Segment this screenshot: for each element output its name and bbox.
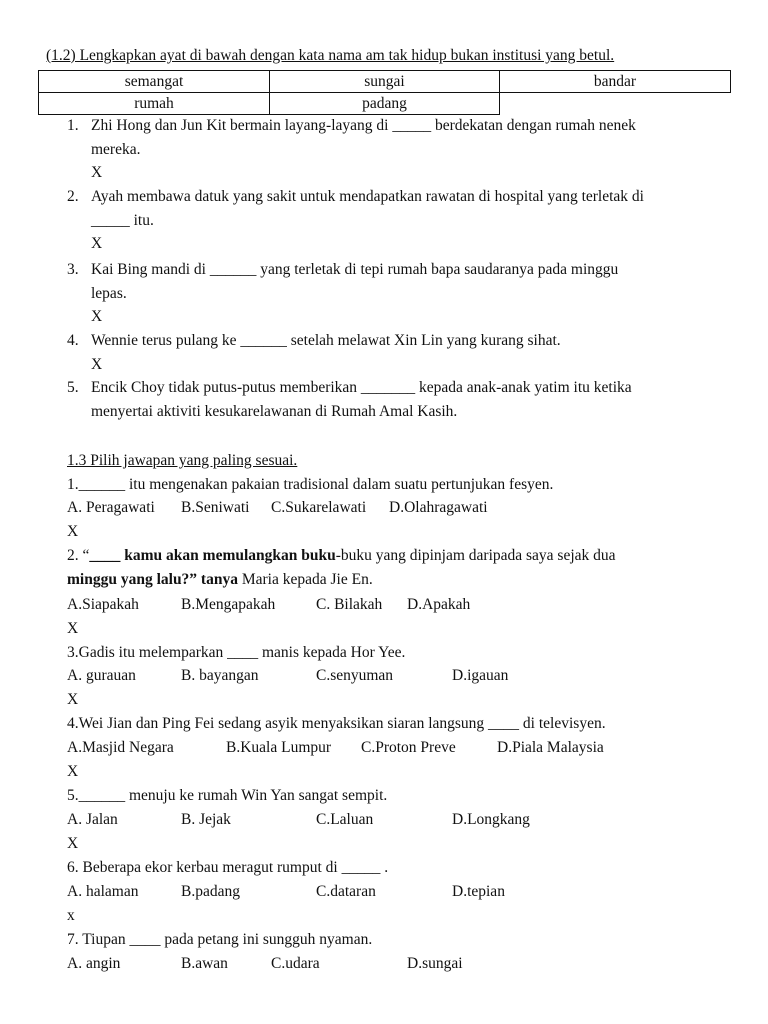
option-b: B. bayangan	[181, 667, 259, 684]
option-c: C.Sukarelawati	[271, 499, 367, 516]
question-text: 5.______ menuju ke rumah Win Yan sangat sempit.	[67, 787, 388, 804]
answer-mark: X	[91, 235, 103, 252]
item-text: Wennie terus pulang ke ______ setelah melawat Xin Lin yang kurang sihat.	[91, 332, 561, 349]
option-a: A. gurauan	[67, 667, 136, 684]
question-text-part: Maria kepada Jie En.	[237, 571, 373, 588]
option-c: C.Laluan	[316, 811, 374, 828]
answer-mark: X	[67, 691, 79, 708]
question-text-part: 2. “	[67, 547, 90, 564]
option-a: A. Jalan	[67, 811, 118, 828]
option-b: B.Mengapakah	[181, 596, 276, 613]
section-13-title: 1.3 Pilih jawapan yang paling sesuai.	[67, 452, 298, 469]
option-b: B.padang	[181, 883, 240, 900]
answer-mark: X	[91, 356, 103, 373]
option-d: D.Longkang	[452, 811, 530, 828]
word-bank-cell: padang	[270, 93, 500, 115]
option-d: D.Apakah	[407, 596, 471, 613]
word-bank-cell: semangat	[39, 71, 270, 93]
option-a: A.Masjid Negara	[67, 739, 174, 756]
item-text: Ayah membawa datuk yang sakit untuk mendapatkan rawatan di hospital yang terletak di	[91, 188, 644, 205]
answer-mark: X	[67, 620, 79, 637]
question-text-bold: ____ kamu akan memulangkan buku	[89, 547, 336, 564]
option-c: C.dataran	[316, 883, 376, 900]
item-text: mereka.	[91, 141, 141, 158]
question-text	[67, 570, 373, 590]
item-text: Zhi Hong dan Jun Kit bermain layang-layang di _____ berdekatan dengan rumah nenek	[91, 117, 636, 134]
item-number: 1.	[67, 117, 79, 134]
word-bank-cell: rumah	[39, 93, 270, 115]
option-d: D.Olahragawati	[389, 499, 488, 516]
option-c: C.Proton Preve	[361, 739, 456, 756]
option-b: B.awan	[181, 955, 228, 972]
item-number: 2.	[67, 188, 79, 205]
section-12-title: (1.2) Lengkapkan ayat di bawah dengan kata nama am tak hidup bukan institusi yang betul.	[46, 47, 615, 64]
item-text: Kai Bing mandi di ______ yang terletak di tepi rumah bapa saudaranya pada minggu	[91, 261, 619, 278]
option-a: A. halaman	[67, 883, 139, 900]
option-c: C.senyuman	[316, 667, 394, 684]
word-bank-cell: sungai	[270, 71, 500, 93]
option-b: B. Jejak	[181, 811, 231, 828]
question-text	[67, 546, 616, 566]
item-number: 3.	[67, 261, 79, 278]
answer-mark: X	[91, 164, 103, 181]
answer-mark: X	[67, 835, 79, 852]
question-text: 3.Gadis itu melemparkan ____ manis kepada Hor Yee.	[67, 644, 406, 661]
option-a: A. angin	[67, 955, 121, 972]
question-text: 7. Tiupan ____ pada petang ini sungguh nyaman.	[67, 931, 373, 948]
option-d: D.igauan	[452, 667, 509, 684]
option-d: D.sungai	[407, 955, 463, 972]
item-text: _____ itu.	[91, 212, 154, 229]
word-bank-row	[39, 71, 731, 93]
option-a: A.Siapakah	[67, 596, 139, 613]
option-a: A. Peragawati	[67, 499, 155, 516]
word-bank-row	[39, 93, 731, 115]
answer-mark: X	[91, 308, 103, 325]
word-bank-table	[38, 70, 731, 115]
question-text: 4.Wei Jian dan Ping Fei sedang asyik menyaksikan siaran langsung ____ di televisyen.	[67, 715, 606, 732]
option-d: D.Piala Malaysia	[497, 739, 604, 756]
item-number: 5.	[67, 379, 79, 396]
answer-mark: X	[67, 523, 79, 540]
question-text-part: -buku yang dipinjam daripada saya sejak dua	[335, 547, 616, 564]
option-b: B.Kuala Lumpur	[226, 739, 332, 756]
question-text-bold: minggu yang lalu?” tanya	[67, 571, 238, 588]
option-b: B.Seniwati	[181, 499, 250, 516]
option-c: C.udara	[271, 955, 320, 972]
word-bank-cell: bandar	[500, 71, 731, 93]
question-text: 6. Beberapa ekor kerbau meragut rumput di _____ .	[67, 859, 389, 876]
item-text: Encik Choy tidak putus-putus memberikan _______ kepada anak-anak yatim itu ketika	[91, 379, 632, 396]
item-text: menyertai aktiviti kesukarelawanan di Rumah Amal Kasih.	[91, 403, 458, 420]
option-d: D.tepian	[452, 883, 505, 900]
option-c: C. Bilakah	[316, 596, 383, 613]
answer-mark: x	[67, 907, 75, 924]
item-text: lepas.	[91, 285, 127, 302]
answer-mark: X	[67, 763, 79, 780]
question-text: 1.______ itu mengenakan pakaian tradisional dalam suatu pertunjukan fesyen.	[67, 476, 554, 493]
word-bank-empty-cell	[500, 93, 731, 115]
item-number: 4.	[67, 332, 79, 349]
